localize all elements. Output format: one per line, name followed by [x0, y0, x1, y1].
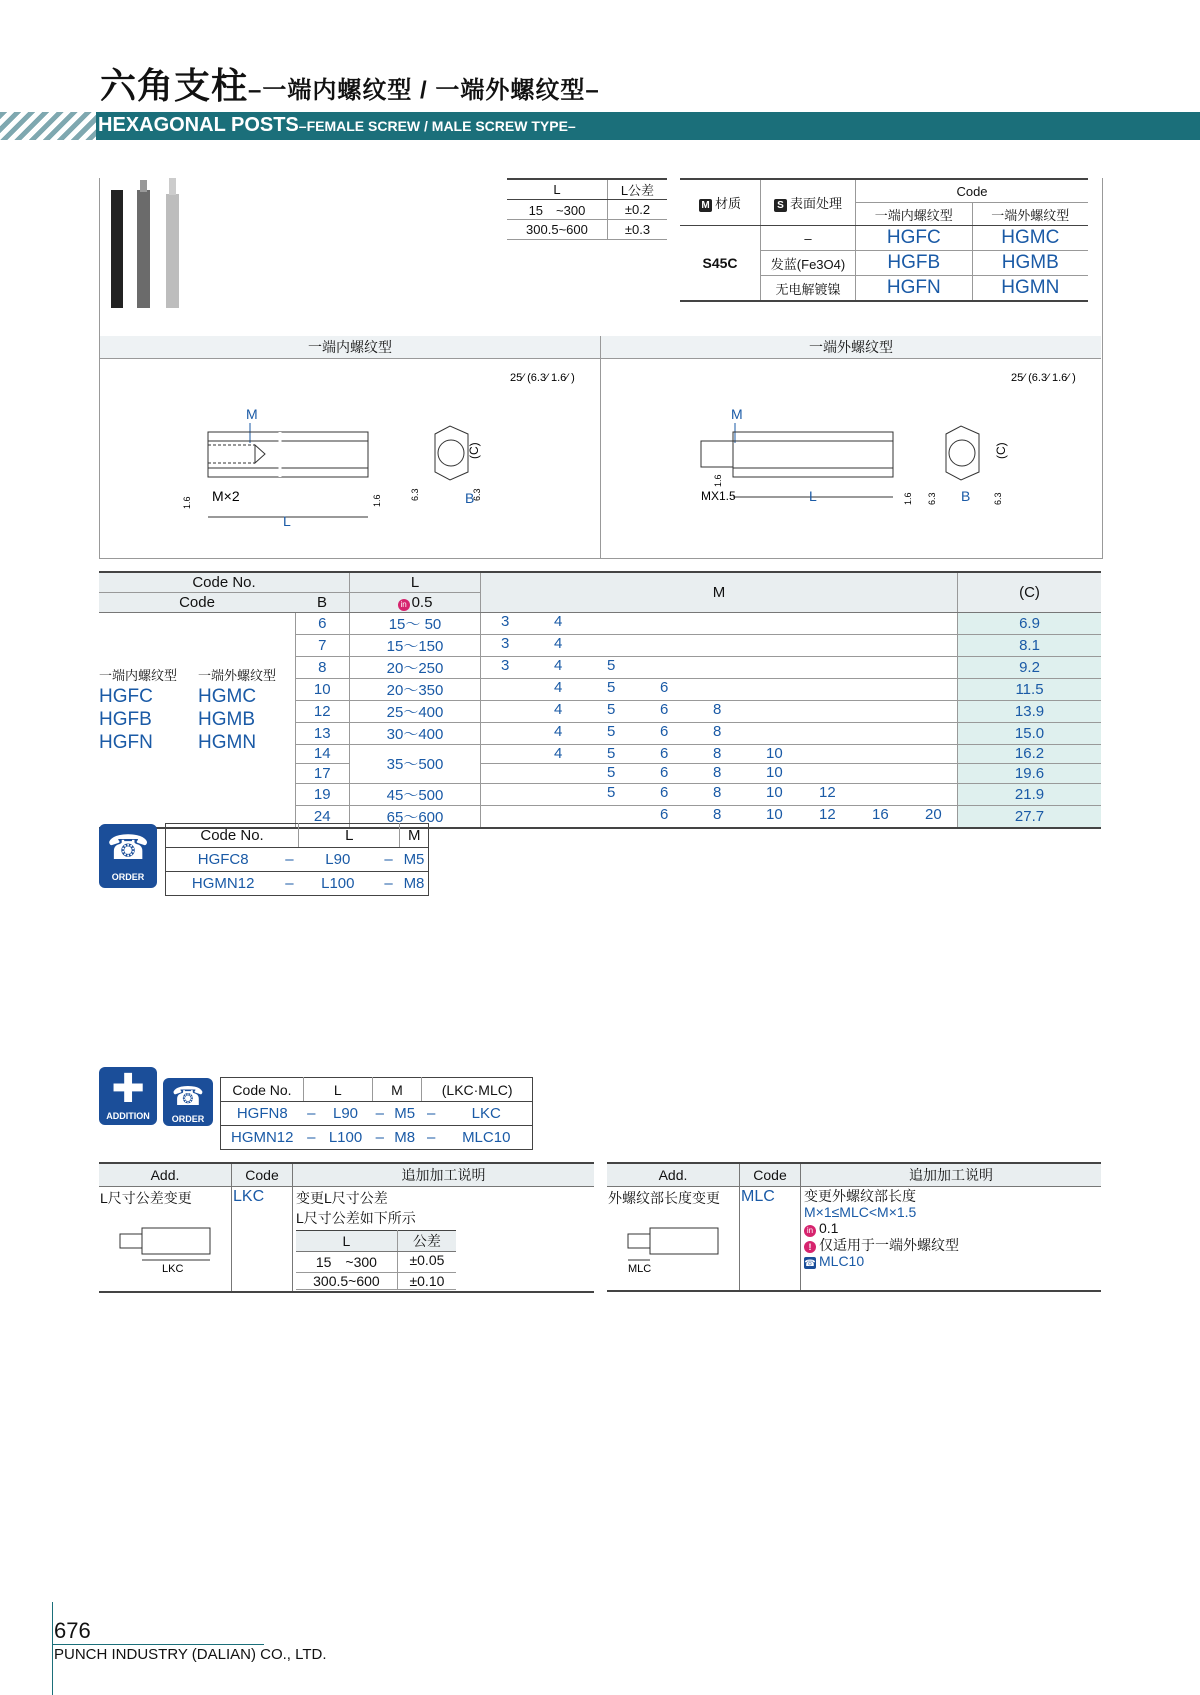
female-code-cell: HGFB: [856, 251, 973, 276]
label-c: (C): [467, 442, 481, 459]
add-name-cell: [99, 1187, 232, 1293]
add-order-h-m: M: [372, 1078, 422, 1102]
material-header-text: 材质: [714, 196, 741, 211]
m-value: 5: [607, 744, 616, 762]
b-cell: 14: [295, 744, 350, 764]
c-cell: 21.9: [958, 784, 1102, 806]
label-m: M: [731, 406, 743, 422]
order-cell: –: [377, 848, 400, 872]
add-h-add: Add.: [99, 1163, 232, 1187]
lkc-cell: 300.5~600: [296, 1273, 397, 1290]
b-cell: 19: [295, 784, 350, 806]
add-order-cell: M5: [388, 1102, 422, 1126]
m-cell: [481, 764, 958, 784]
label-m: M: [246, 406, 258, 422]
mlc-fig-label: MLC: [628, 1263, 652, 1275]
phone-icon: ☎: [106, 829, 150, 867]
c-cell: 8.1: [958, 634, 1102, 656]
b-cell: 24: [295, 806, 350, 829]
m-cell: [481, 656, 958, 678]
material-header: [680, 179, 761, 226]
m-value: 5: [607, 656, 616, 674]
surface-cell: 无电解镀镍: [761, 276, 856, 302]
addition-table-left: [99, 1162, 594, 1293]
c-cell: 27.7: [958, 806, 1102, 829]
female-drawing-header: 一端内螺纹型: [100, 336, 600, 359]
silver-post-thread: [169, 178, 176, 195]
add-h-add: Add.: [607, 1163, 740, 1187]
b-cell: 6: [295, 612, 350, 634]
m-cell: [481, 612, 958, 634]
order-h-m: M: [400, 824, 429, 848]
h-b: B: [295, 592, 350, 612]
l-range-cell: 20～350: [350, 678, 481, 700]
c-cell: 13.9: [958, 700, 1102, 722]
h-codeno: Code No.: [99, 572, 350, 592]
l-range-cell: 25～400: [350, 700, 481, 722]
order-cell: M8: [400, 872, 429, 896]
add-order-cell: –: [304, 1102, 320, 1126]
lkc-fig-thread: [120, 1234, 142, 1248]
m-cell: [481, 744, 958, 764]
add-order-cell: LKC: [440, 1102, 532, 1126]
lkc-h-l: L: [296, 1231, 397, 1252]
female-type-label: 一端内螺纹型: [99, 668, 178, 683]
hex-bore: [438, 440, 464, 466]
m-cell: [481, 678, 958, 700]
title-cn-sub: –一端内螺纹型 / 一端外螺纹型–: [248, 77, 600, 104]
code-header: Code: [856, 179, 1089, 203]
silver-post: [166, 194, 179, 308]
addition-icon: [99, 1067, 157, 1125]
order-cell: M5: [400, 848, 429, 872]
dimension-row: [99, 612, 1101, 634]
roughness-1-6: 1.6: [182, 496, 192, 509]
roughness-1-6: 1.6: [903, 492, 913, 505]
add-h-code: Code: [740, 1163, 801, 1187]
add-desc-line: M×1≤MLC<M×1.5: [804, 1204, 917, 1220]
surface-cell: 发蓝(Fe3O4): [761, 251, 856, 276]
tol-header-l: L: [507, 179, 607, 200]
female-drawing: [100, 359, 600, 557]
roughness-symbol: 25⁄ (6.3⁄ 1.6⁄ ): [1011, 372, 1076, 384]
label-b: B: [465, 490, 475, 506]
male-code: HGMC: [198, 686, 257, 707]
add-desc-inc: [804, 1220, 1100, 1237]
order-cell: HGFC8: [166, 848, 281, 872]
surface-cell: –: [761, 226, 856, 251]
h-m: M: [481, 572, 958, 612]
add-order-cell: –: [304, 1126, 320, 1150]
h-code: Code: [99, 592, 295, 612]
order-icon: [99, 824, 157, 888]
female-body: [208, 432, 368, 477]
lkc-cell: 15 ~300: [296, 1252, 397, 1273]
add-h-desc: 追加加工说明: [801, 1163, 1102, 1187]
order-icon-label: ORDER: [111, 872, 145, 882]
female-header: 一端内螺纹型: [856, 203, 973, 226]
c-cell: 16.2: [958, 744, 1102, 764]
warning-icon: !: [804, 1241, 816, 1253]
order-h-l: L: [299, 824, 400, 848]
phone-icon: ☎: [804, 1258, 816, 1268]
m-value: 16: [872, 806, 889, 824]
add-order-h-lkc: (LKC·MLC): [422, 1078, 533, 1102]
title-en-main: HEXAGONAL POSTS: [98, 114, 299, 136]
roughness-1-6: 1.6: [372, 494, 382, 507]
m-value: 6: [660, 744, 669, 762]
female-code: HGFC: [99, 686, 153, 707]
add-order-h-codeno: Code No.: [221, 1078, 304, 1102]
tol-cell: ±0.2: [607, 200, 667, 220]
m-value: 6: [660, 722, 669, 740]
m-value: 4: [554, 744, 563, 762]
hex-boss: [949, 440, 975, 466]
h-l-inc: in 0.5: [350, 592, 481, 612]
m-cell: [481, 634, 958, 656]
m-value: 10: [766, 744, 783, 762]
m-value: 6: [660, 700, 669, 718]
increment-icon: in: [804, 1225, 816, 1237]
drill-tip: [255, 445, 265, 463]
title-band-stripes: [0, 112, 100, 140]
m-value: 8: [713, 784, 722, 802]
order-cell: L100: [299, 872, 377, 896]
add-code: LKC: [232, 1187, 293, 1293]
male-code-cell: HGMB: [972, 251, 1088, 276]
l-increment: 0.5: [411, 593, 433, 611]
mlc-fig-thread: [628, 1234, 650, 1248]
product-photo: [105, 176, 190, 311]
add-desc-order: [804, 1253, 1100, 1269]
add-order-cell: –: [372, 1126, 388, 1150]
m-value: 5: [607, 722, 616, 740]
m-value: 4: [554, 634, 563, 652]
add-name-cell: [607, 1187, 740, 1291]
page-number: 676: [54, 1618, 91, 1643]
order-h-codeno: Code No.: [166, 824, 299, 848]
phone-icon: ☎: [171, 1081, 205, 1111]
label-mx2: M×2: [212, 488, 240, 504]
m-cell: [481, 784, 958, 806]
title-en: [98, 114, 576, 137]
add-order-cell: HGMN12: [221, 1126, 304, 1150]
b-cell: 7: [295, 634, 350, 656]
l-tolerance-table: [507, 178, 667, 240]
h-l: L: [350, 572, 481, 592]
label-l: L: [809, 488, 817, 504]
l-range-cell: 65～600: [350, 806, 481, 829]
male-code-list: [198, 685, 256, 754]
label-mx15: MX1.5: [701, 489, 736, 503]
m-value: 5: [607, 784, 616, 802]
m-value: 12: [819, 784, 836, 802]
male-drawing-header: 一端外螺纹型: [601, 336, 1101, 359]
m-value: 4: [554, 656, 563, 674]
roughness-6-3: 6.3: [927, 492, 937, 505]
company-name: PUNCH INDUSTRY (DALIAN) CO., LTD.: [54, 1646, 327, 1663]
order-example-table: [165, 823, 429, 896]
female-code: HGFN: [99, 732, 153, 753]
add-desc-line: 变更外螺纹部长度: [804, 1188, 916, 1204]
add-order-h-l: L: [304, 1078, 373, 1102]
add-desc-inc-value: 0.1: [819, 1220, 839, 1236]
tol-header-tol: L公差: [607, 179, 667, 200]
lkc-tolerance-table: [296, 1230, 456, 1290]
m-value: 10: [766, 784, 783, 802]
order-cell: –: [280, 848, 298, 872]
title-en-sub: –FEMALE SCREW / MALE SCREW TYPE–: [298, 118, 576, 134]
female-code-list: [99, 685, 153, 754]
male-thread: [701, 441, 733, 467]
addition-example-table: [220, 1077, 533, 1150]
mlc-fig-body: [650, 1228, 718, 1254]
c-cell: 11.5: [958, 678, 1102, 700]
add-code: MLC: [740, 1187, 801, 1291]
b-cell: 12: [295, 700, 350, 722]
m-value: 20: [925, 806, 942, 824]
m-value: 8: [713, 806, 722, 824]
m-value: 10: [766, 764, 783, 782]
surface-header: [761, 179, 856, 226]
gray-post-thread: [140, 180, 147, 192]
mlc-figure: [608, 1216, 728, 1276]
hex-end-view: [435, 426, 468, 480]
m-value: 8: [713, 722, 722, 740]
add-order-cell: –: [422, 1126, 441, 1150]
m-value: 8: [713, 764, 722, 782]
roughness-6-3: 6.3: [410, 488, 420, 501]
m-value: 3: [501, 656, 510, 674]
male-code-cell: HGMN: [1001, 277, 1060, 298]
add-desc-cell: [801, 1187, 1102, 1291]
add-desc-note-text: 仅适用于一端外螺纹型: [819, 1237, 959, 1253]
add-desc-note: [804, 1237, 1100, 1253]
female-code: HGFB: [99, 709, 152, 730]
l-range-cell: 45～500: [350, 784, 481, 806]
lkc-figure: [100, 1216, 220, 1276]
add-desc-line: 变更L尺寸公差: [296, 1190, 388, 1206]
b-cell: 17: [295, 764, 350, 784]
add-desc-order-text: MLC10: [819, 1253, 865, 1269]
page-title: [100, 58, 600, 109]
lkc-cell: ±0.10: [397, 1273, 456, 1290]
add-name: L尺寸公差变更: [100, 1190, 192, 1206]
b-cell: 10: [295, 678, 350, 700]
add-order-cell: –: [372, 1102, 388, 1126]
material-value: S45C: [680, 226, 761, 302]
material-badge: M: [699, 199, 712, 212]
footer-hline: [52, 1644, 264, 1645]
l-range-cell: 20～250: [350, 656, 481, 678]
add-order-cell: MLC10: [440, 1126, 532, 1150]
order-icon-small: [163, 1078, 213, 1126]
m-value: 3: [501, 634, 510, 652]
m-value: 12: [819, 806, 836, 824]
add-order-cell: L100: [319, 1126, 372, 1150]
c-cell: 19.6: [958, 764, 1102, 784]
b-cell: 13: [295, 722, 350, 744]
b-cell: 8: [295, 656, 350, 678]
order-icon-small-label: ORDER: [171, 1114, 205, 1124]
male-type-label: 一端外螺纹型: [198, 668, 277, 683]
m-value: 6: [660, 764, 669, 782]
c-cell: 6.9: [958, 612, 1102, 634]
add-name: 外螺纹部长度变更: [608, 1190, 720, 1206]
m-value: 8: [713, 744, 722, 762]
surface-header-text: 表面处理: [789, 196, 842, 211]
h-c: (C): [958, 572, 1102, 612]
plus-icon: ✚: [111, 1067, 145, 1111]
l-range-cell: 30～400: [350, 722, 481, 744]
add-desc-line: L尺寸公差如下所示: [296, 1210, 416, 1226]
add-order-cell: –: [422, 1102, 441, 1126]
male-code: HGMB: [198, 709, 255, 730]
order-cell: HGMN12: [166, 872, 281, 896]
label-c: (C): [994, 442, 1008, 459]
male-code: HGMN: [198, 732, 257, 753]
label-l: L: [283, 513, 291, 529]
add-desc-cell: [293, 1187, 595, 1293]
m-value: 6: [660, 678, 669, 696]
roughness-6-3: 6.3: [993, 492, 1003, 505]
m-value: 8: [713, 700, 722, 718]
male-drawing: [601, 359, 1101, 557]
m-value: 5: [607, 678, 616, 696]
c-cell: 15.0: [958, 722, 1102, 744]
lkc-cell: ±0.05: [397, 1252, 456, 1273]
m-cell: [481, 722, 958, 744]
add-h-desc: 追加加工说明: [293, 1163, 595, 1187]
m-value: 4: [554, 700, 563, 718]
m-value: 4: [554, 722, 563, 740]
female-code-cell: HGFC: [856, 226, 973, 251]
addition-table-right: [607, 1162, 1101, 1292]
m-value: 4: [554, 678, 563, 696]
add-order-cell: M8: [388, 1126, 422, 1150]
female-code-cell: HGFN: [856, 276, 973, 302]
lkc-fig-label: LKC: [162, 1263, 184, 1275]
male-header: 一端外螺纹型: [972, 203, 1088, 226]
m-value: 5: [607, 700, 616, 718]
m-value: 6: [660, 806, 669, 824]
roughness-1-6: 1.6: [713, 474, 723, 487]
lkc-h-tol: 公差: [397, 1231, 456, 1252]
c-cell: 9.2: [958, 656, 1102, 678]
order-cell: –: [377, 872, 400, 896]
male-code-cell: HGMC: [972, 226, 1088, 251]
roughness-6-3: 6.3: [472, 488, 482, 501]
tol-cell: 15 ~300: [507, 200, 607, 220]
m-value: 3: [501, 612, 510, 630]
addition-icon-label: ADDITION: [106, 1111, 150, 1121]
l-range-cell: 15～ 50: [350, 612, 481, 634]
m-value: 5: [607, 764, 616, 782]
material-table: [680, 178, 1088, 302]
add-order-cell: HGFN8: [221, 1102, 304, 1126]
lkc-fig-body: [142, 1228, 210, 1254]
m-value: 10: [766, 806, 783, 824]
title-cn-main: 六角支柱: [100, 65, 249, 106]
order-cell: L90: [299, 848, 377, 872]
label-b: B: [961, 488, 971, 504]
male-body: [733, 432, 893, 477]
tol-cell: 300.5~600: [507, 220, 607, 240]
surface-badge: S: [774, 199, 787, 212]
gray-post: [137, 190, 150, 308]
m-value: 4: [554, 612, 563, 630]
l-range-cell: 15～150: [350, 634, 481, 656]
l-range-cell: 35～500: [350, 744, 481, 784]
m-cell: [481, 700, 958, 722]
footer-vline: [52, 1602, 53, 1695]
roughness-symbol: 25⁄ (6.3⁄ 1.6⁄ ): [510, 372, 575, 384]
order-cell: –: [280, 872, 298, 896]
add-order-cell: L90: [319, 1102, 372, 1126]
tol-cell: ±0.3: [607, 220, 667, 240]
m-cell: [481, 806, 958, 829]
black-post: [111, 190, 123, 308]
add-h-code: Code: [232, 1163, 293, 1187]
m-value: 6: [660, 784, 669, 802]
hex-end-view: [946, 426, 979, 480]
